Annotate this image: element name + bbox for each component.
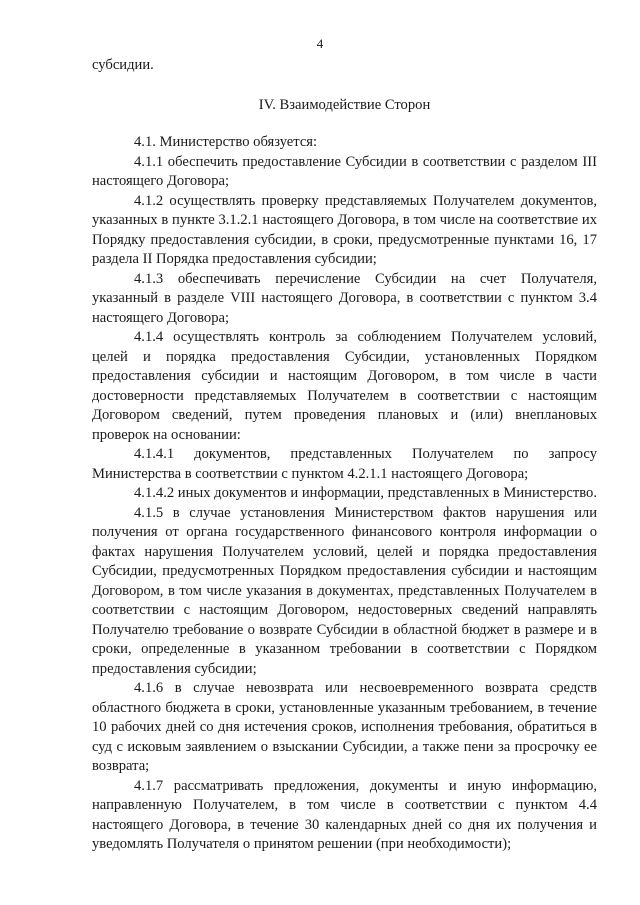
clause-4-1-4: 4.1.4 осуществлять контроль за соблюдением Получателем условий, целей и порядка предоставления Субсидии, установленных Порядком предоставления субсидии и настоящим Договором, в том числе в части достоверности представляемых Получателем в соответствии с настоящим Договором сведений, путем проведения плановых и (или) внеплановых проверок на основании:: [92, 329, 597, 443]
clause-4-1-4-2: 4.1.4.2 иных документов и информации, представленных в Министерство.: [134, 485, 597, 501]
clause-4-1-1: 4.1.1 обеспечить предоставление Субсидии в соответствии с разделом III настоящего Договора;: [92, 153, 597, 189]
clause-4-1-7: 4.1.7 рассматривать предложения, документы и иную информацию, направленную Получателем, в том числе в соответствии с пунктом 4.4 настоящего Договора, в течение 30 календарных дней со дня их получения и уведомлять Получателя о принятом решении (при необходимости);: [92, 777, 597, 852]
page-number: 4: [316, 36, 324, 51]
clause-4-1-3: 4.1.3 обеспечивать перечисление Субсидии на счет Получателя, указанный в разделе VIII настоящего Договора, в соответствии с пунктом 3.4 настоящего Договора;: [92, 270, 597, 326]
lead-text: субсидии.: [92, 57, 154, 73]
clause-4-1-4-1: 4.1.4.1 документов, представленных Получателем по запросу Министерства в соответствии с пунктом 4.2.1.1 настоящего Договора;: [92, 446, 597, 482]
document-body: [92, 56, 597, 855]
clause-4-1-5: 4.1.5 в случае установления Министерством фактов нарушения или получения от органа государственного финансового контроля информации о фактах нарушения Получателем условий, целей и порядка предоставления Субсидии, предусмотренных Порядком предоставления субсидии и настоящим Договором, в том числе указания в документах, представленных Получателем в соответствии с настоящим Договором, недостоверных сведений направлять Получателю требование о возврате Субсидии в областной бюджет в размере и в сроки, определенные в указанном требовании в соответствии с Порядком предоставления субсидии;: [92, 504, 597, 677]
clause-4-1: 4.1. Министерство обязуется:: [134, 134, 318, 150]
section-heading: IV. Взаимодействие Сторон: [258, 96, 431, 113]
clause-4-1-6: 4.1.6 в случае невозврата или несвоевременного возврата средств областного бюджета в сроки, установленные указанным требованием, в течение 10 рабочих дней со дня истечения сроков, исполнения требования, обратиться в суд с исковым заявлением о взыскании Субсидии, а также пени за просрочку ее возврата;: [92, 680, 597, 774]
clause-4-1-2: 4.1.2 осуществлять проверку представляемых Получателем документов, указанных в пункте 3.1.2.1 настоящего Договора, в том числе на соответствие их Порядку предоставления субсидии, в сроки, предусмотренные пунктами 16, 17 раздела II Порядка предоставления субсидии;: [92, 192, 597, 267]
